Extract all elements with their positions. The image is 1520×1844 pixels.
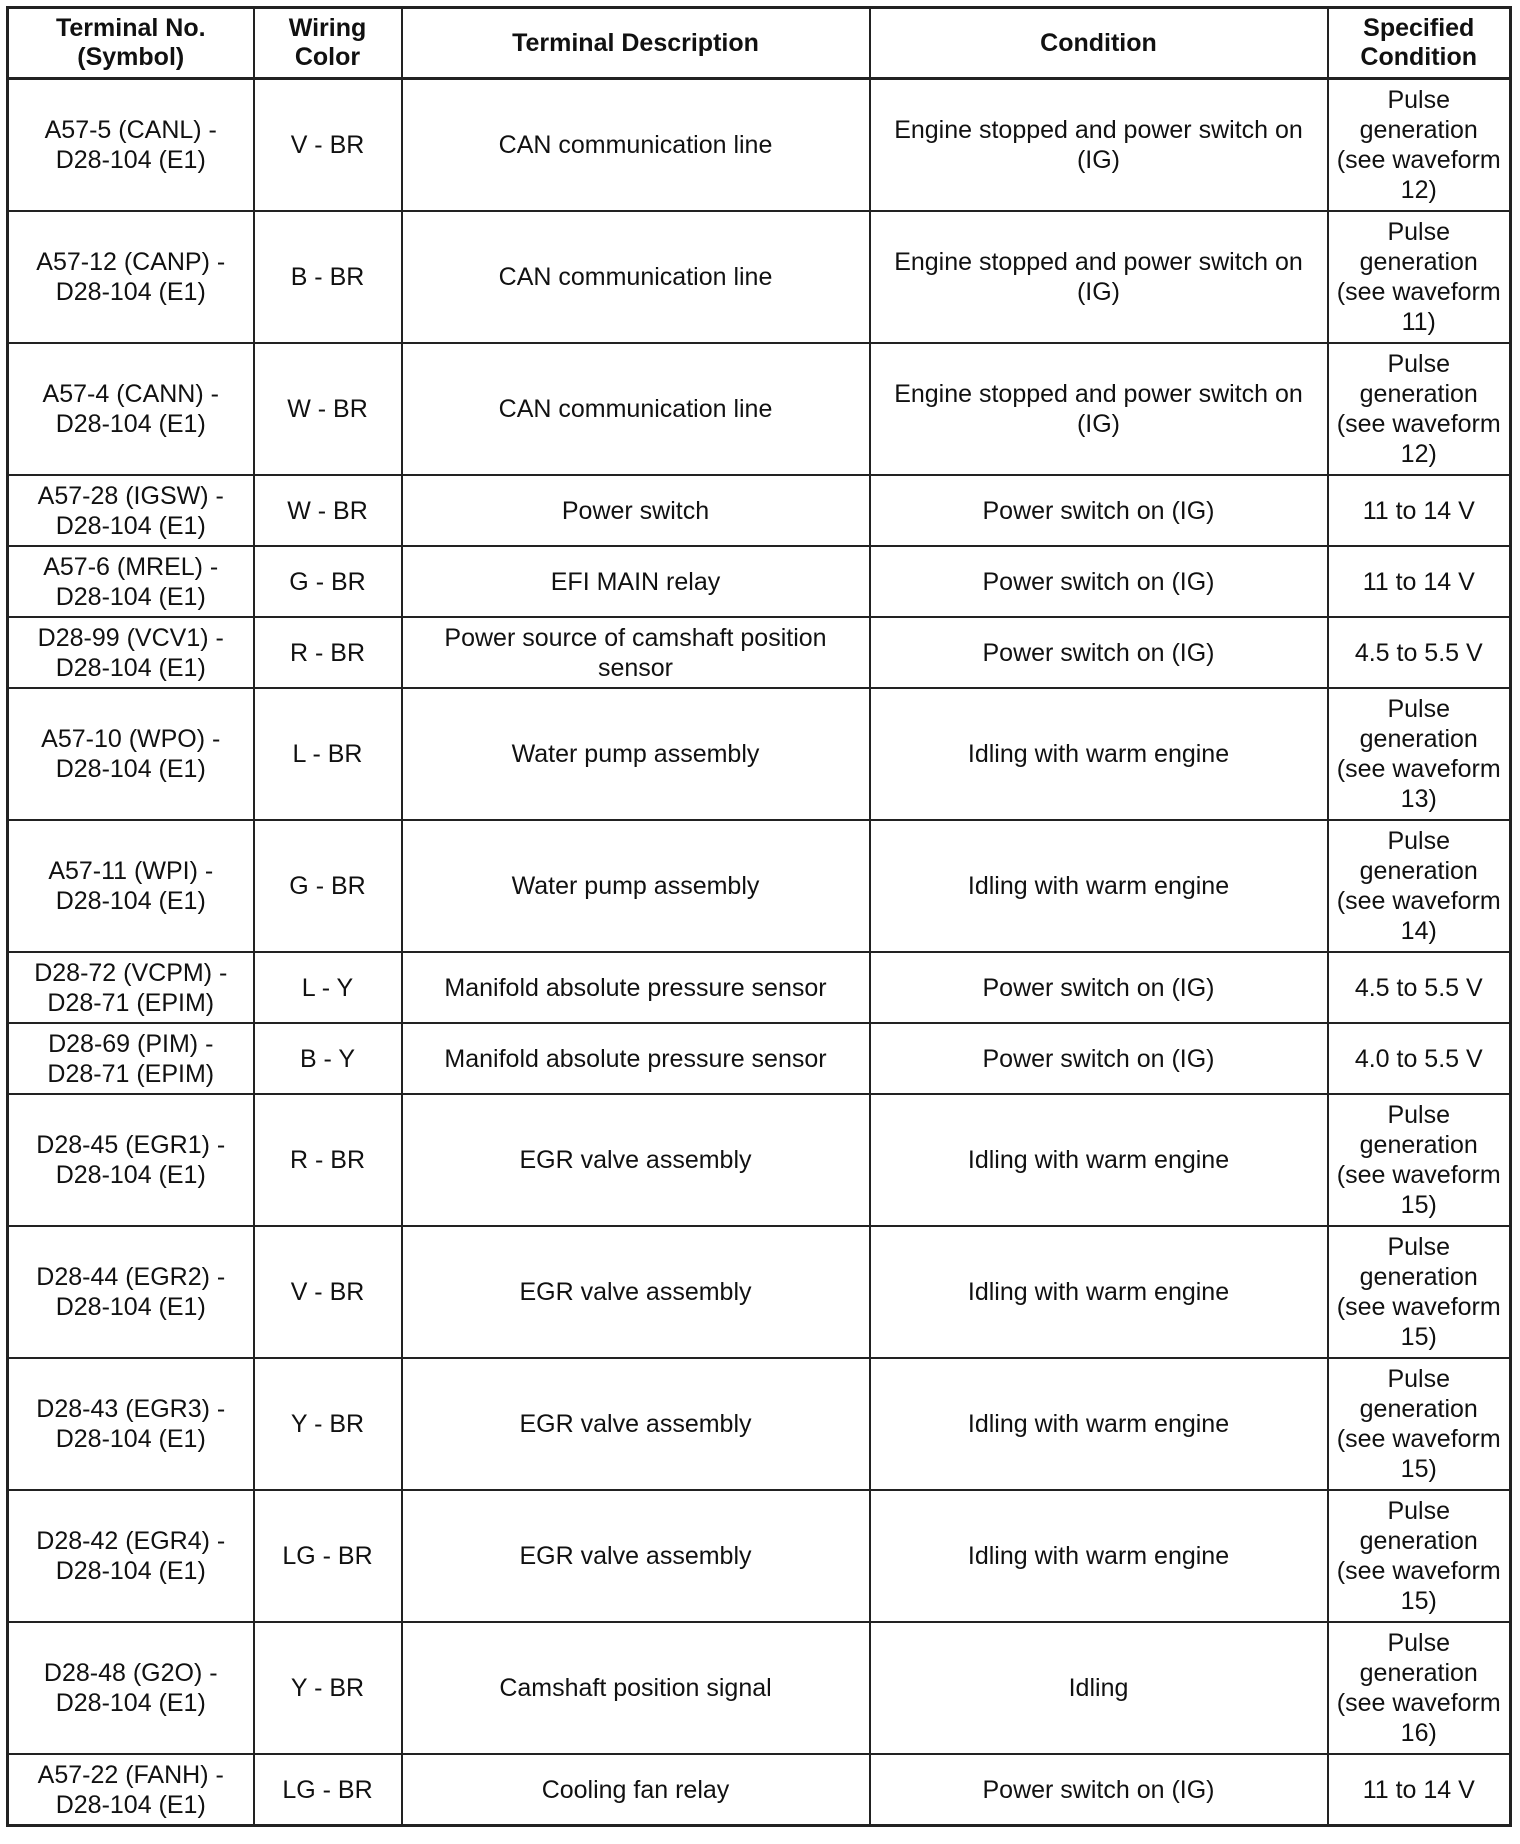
condition-cell: Idling with warm engine bbox=[870, 820, 1328, 952]
terminal-description-cell: EGR valve assembly bbox=[402, 1358, 870, 1490]
terminal-description-cell: Power source of camshaft position sensor bbox=[402, 617, 870, 688]
table-row bbox=[8, 1622, 1511, 1754]
header-wiring-color: Wiring Color bbox=[254, 8, 402, 79]
specified-condition-cell: Pulse generation (see waveform 16) bbox=[1328, 1622, 1511, 1754]
terminal-description-cell: CAN communication line bbox=[402, 343, 870, 475]
header-row bbox=[8, 8, 1511, 79]
wiring-color-cell: B - BR bbox=[254, 211, 402, 343]
specified-condition-cell: 11 to 14 V bbox=[1328, 546, 1511, 617]
wiring-color-cell: G - BR bbox=[254, 546, 402, 617]
terminal-cell: D28-48 (G2O) - D28-104 (E1) bbox=[8, 1622, 254, 1754]
terminal-cell: A57-28 (IGSW) - D28-104 (E1) bbox=[8, 475, 254, 546]
terminal-cell: D28-44 (EGR2) - D28-104 (E1) bbox=[8, 1226, 254, 1358]
terminal-cell: D28-45 (EGR1) - D28-104 (E1) bbox=[8, 1094, 254, 1226]
terminal-cell: D28-72 (VCPM) - D28-71 (EPIM) bbox=[8, 952, 254, 1023]
wiring-color-cell: LG - BR bbox=[254, 1754, 402, 1826]
terminal-cell: A57-11 (WPI) - D28-104 (E1) bbox=[8, 820, 254, 952]
specified-condition-cell: Pulse generation (see waveform 15) bbox=[1328, 1358, 1511, 1490]
terminal-cell: A57-5 (CANL) - D28-104 (E1) bbox=[8, 79, 254, 212]
terminal-cell: A57-22 (FANH) - D28-104 (E1) bbox=[8, 1754, 254, 1826]
table-row bbox=[8, 952, 1511, 1023]
terminal-cell: D28-42 (EGR4) - D28-104 (E1) bbox=[8, 1490, 254, 1622]
condition-cell: Idling with warm engine bbox=[870, 1226, 1328, 1358]
terminal-description-cell: Camshaft position signal bbox=[402, 1622, 870, 1754]
terminal-cell: A57-10 (WPO) - D28-104 (E1) bbox=[8, 688, 254, 820]
header-terminal-description: Terminal Description bbox=[402, 8, 870, 79]
terminal-cell: D28-69 (PIM) - D28-71 (EPIM) bbox=[8, 1023, 254, 1094]
terminal-description-cell: Manifold absolute pressure sensor bbox=[402, 952, 870, 1023]
wiring-color-cell: G - BR bbox=[254, 820, 402, 952]
table-row bbox=[8, 211, 1511, 343]
terminal-cell: D28-99 (VCV1) - D28-104 (E1) bbox=[8, 617, 254, 688]
specified-condition-cell: Pulse generation (see waveform 15) bbox=[1328, 1094, 1511, 1226]
wiring-color-cell: W - BR bbox=[254, 343, 402, 475]
condition-cell: Power switch on (IG) bbox=[870, 1023, 1328, 1094]
specified-condition-cell: 4.5 to 5.5 V bbox=[1328, 617, 1511, 688]
condition-cell: Idling with warm engine bbox=[870, 688, 1328, 820]
terminal-description-cell: Water pump assembly bbox=[402, 820, 870, 952]
terminal-cell: D28-43 (EGR3) - D28-104 (E1) bbox=[8, 1358, 254, 1490]
wiring-color-cell: Y - BR bbox=[254, 1358, 402, 1490]
table-row bbox=[8, 820, 1511, 952]
specified-condition-cell: Pulse generation (see waveform 15) bbox=[1328, 1226, 1511, 1358]
terminal-cell: A57-6 (MREL) - D28-104 (E1) bbox=[8, 546, 254, 617]
condition-cell: Idling with warm engine bbox=[870, 1358, 1328, 1490]
terminal-description-cell: CAN communication line bbox=[402, 211, 870, 343]
table-row bbox=[8, 1490, 1511, 1622]
table-row bbox=[8, 1358, 1511, 1490]
wiring-color-cell: B - Y bbox=[254, 1023, 402, 1094]
condition-cell: Idling with warm engine bbox=[870, 1490, 1328, 1622]
wiring-color-cell: L - Y bbox=[254, 952, 402, 1023]
condition-cell: Power switch on (IG) bbox=[870, 546, 1328, 617]
condition-cell: Idling bbox=[870, 1622, 1328, 1754]
wiring-color-cell: W - BR bbox=[254, 475, 402, 546]
terminal-cell: A57-4 (CANN) - D28-104 (E1) bbox=[8, 343, 254, 475]
wiring-color-cell: L - BR bbox=[254, 688, 402, 820]
wiring-color-cell: R - BR bbox=[254, 617, 402, 688]
condition-cell: Engine stopped and power switch on (IG) bbox=[870, 211, 1328, 343]
wiring-color-cell: R - BR bbox=[254, 1094, 402, 1226]
terminal-description-cell: CAN communication line bbox=[402, 79, 870, 212]
terminal-description-cell: Manifold absolute pressure sensor bbox=[402, 1023, 870, 1094]
table-row bbox=[8, 546, 1511, 617]
table-row bbox=[8, 688, 1511, 820]
condition-cell: Power switch on (IG) bbox=[870, 1754, 1328, 1826]
terminal-description-cell: Power switch bbox=[402, 475, 870, 546]
condition-cell: Idling with warm engine bbox=[870, 1094, 1328, 1226]
wiring-color-cell: LG - BR bbox=[254, 1490, 402, 1622]
specified-condition-cell: 11 to 14 V bbox=[1328, 1754, 1511, 1826]
condition-cell: Power switch on (IG) bbox=[870, 617, 1328, 688]
specified-condition-cell: Pulse generation (see waveform 14) bbox=[1328, 820, 1511, 952]
table-row bbox=[8, 1094, 1511, 1226]
table-row bbox=[8, 343, 1511, 475]
terminal-cell: A57-12 (CANP) - D28-104 (E1) bbox=[8, 211, 254, 343]
table-row bbox=[8, 617, 1511, 688]
terminal-description-cell: EGR valve assembly bbox=[402, 1490, 870, 1622]
wiring-color-cell: Y - BR bbox=[254, 1622, 402, 1754]
specified-condition-cell: Pulse generation (see waveform 15) bbox=[1328, 1490, 1511, 1622]
table-body bbox=[8, 79, 1511, 1826]
header-specified-condition: Specified Condition bbox=[1328, 8, 1511, 79]
condition-cell: Power switch on (IG) bbox=[870, 952, 1328, 1023]
specified-condition-cell: 4.5 to 5.5 V bbox=[1328, 952, 1511, 1023]
condition-cell: Engine stopped and power switch on (IG) bbox=[870, 79, 1328, 212]
terminal-description-cell: EGR valve assembly bbox=[402, 1226, 870, 1358]
table-row bbox=[8, 79, 1511, 212]
specified-condition-cell: 11 to 14 V bbox=[1328, 475, 1511, 546]
wiring-color-cell: V - BR bbox=[254, 79, 402, 212]
table-row bbox=[8, 475, 1511, 546]
header-terminal-no: Terminal No. (Symbol) bbox=[8, 8, 254, 79]
condition-cell: Power switch on (IG) bbox=[870, 475, 1328, 546]
header-condition: Condition bbox=[870, 8, 1328, 79]
specified-condition-cell: Pulse generation (see waveform 13) bbox=[1328, 688, 1511, 820]
terminal-description-cell: Water pump assembly bbox=[402, 688, 870, 820]
table-row bbox=[8, 1754, 1511, 1826]
table-row bbox=[8, 1023, 1511, 1094]
terminal-spec-table bbox=[6, 6, 1512, 1827]
specified-condition-cell: 4.0 to 5.5 V bbox=[1328, 1023, 1511, 1094]
specified-condition-cell: Pulse generation (see waveform 12) bbox=[1328, 343, 1511, 475]
wiring-color-cell: V - BR bbox=[254, 1226, 402, 1358]
table-row bbox=[8, 1226, 1511, 1358]
specified-condition-cell: Pulse generation (see waveform 12) bbox=[1328, 79, 1511, 212]
terminal-description-cell: EFI MAIN relay bbox=[402, 546, 870, 617]
condition-cell: Engine stopped and power switch on (IG) bbox=[870, 343, 1328, 475]
terminal-description-cell: EGR valve assembly bbox=[402, 1094, 870, 1226]
terminal-description-cell: Cooling fan relay bbox=[402, 1754, 870, 1826]
terminal-spec-sheet bbox=[6, 6, 1509, 1827]
specified-condition-cell: Pulse generation (see waveform 11) bbox=[1328, 211, 1511, 343]
